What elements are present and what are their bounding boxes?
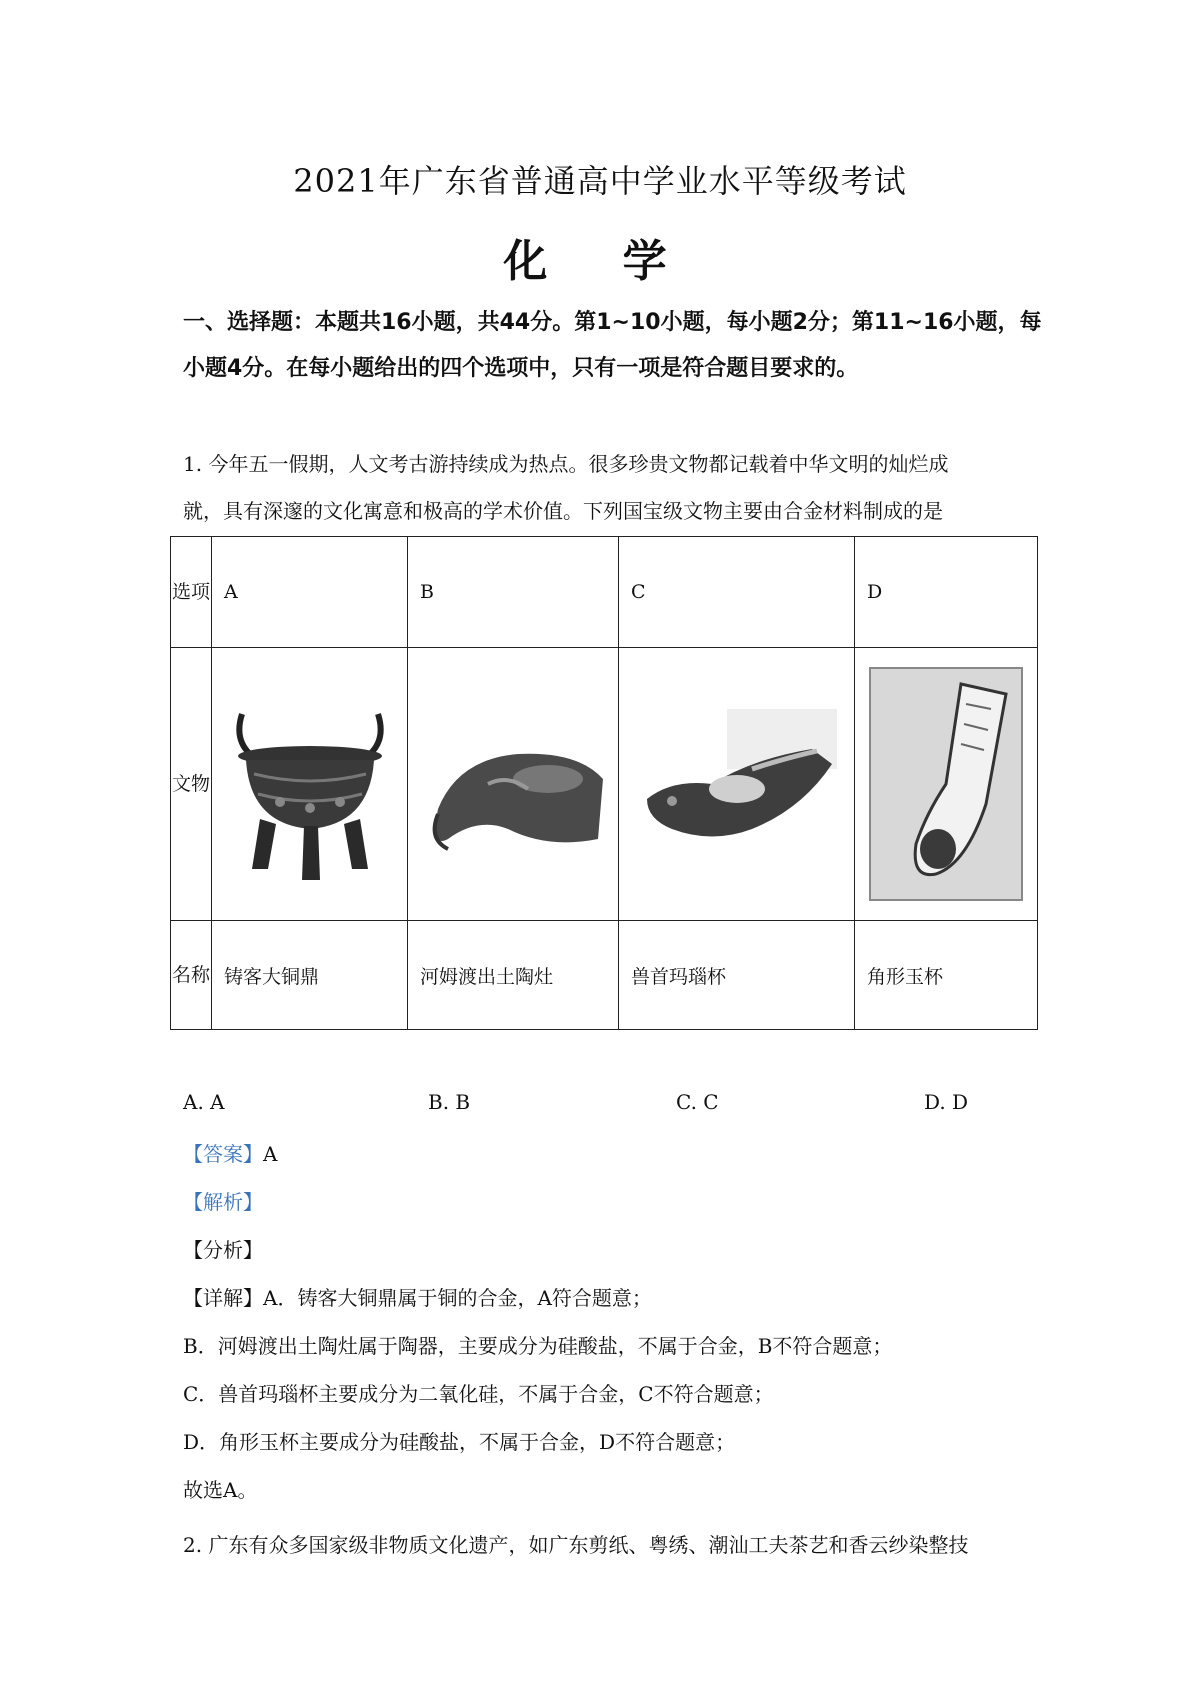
subject-title: 化 学 [503,236,697,287]
table-row-options [171,537,1038,648]
detail-tag: 【详解】 [183,1286,263,1310]
detail-a-text: A．铸客大铜鼎属于铜的合金，A符合题意； [263,1286,652,1310]
fenxi-tag: 【分析】 [183,1238,263,1262]
conclusion-line: 故选A。 [183,1478,258,1502]
choice-d[interactable]: D. D [924,1090,969,1114]
question-2-stem-line1: 2. 广东有众多国家级非物质文化遗产，如广东剪纸、粤绣、潮汕工夫茶艺和香云纱染整技 [183,1533,969,1557]
bronze-ding-drawing [220,684,400,884]
detail-line-c: C．兽首玛瑙杯主要成分为二氧化硅，不属于合金，C不符合题意； [183,1382,774,1406]
choice-b[interactable]: B. B [428,1090,471,1114]
question-1-stem-line1: 1. 今年五一假期，人文考古游持续成为热点。很多珍贵文物都记载着中华文明的灿烂成 [183,452,949,476]
row-label-artifacts: 文物 [171,648,212,921]
section-instructions: 一、选择题：本题共16小题，共44分。第1~10小题，每小题2分；第11~16小题，每小题4分。在每小题给出的四个选项中，只有一项是符合题目要求的。 [183,310,1042,381]
detail-line-b: B．河姆渡出土陶灶属于陶器，主要成分为硅酸盐，不属于合金，B不符合题意； [183,1334,893,1358]
option-d-label: D [855,537,1038,648]
analysis-tag: 【解析】 [183,1190,263,1214]
answer-line [183,1138,1063,1167]
agate-cup-image [619,648,855,921]
detail-line-a [183,1282,1063,1311]
artifact-name-b: 河姆渡出土陶灶 [408,921,619,1030]
table-row-artifacts [171,648,1038,921]
choice-a[interactable]: A. A [183,1090,225,1114]
artifact-name-d: 角形玉杯 [855,921,1038,1030]
pottery-stove-drawing [418,689,608,879]
row-label-names: 名称 [171,921,212,1030]
answer-value: A [263,1142,278,1166]
option-b-label: B [408,537,619,648]
artifact-name-c: 兽首玛瑙杯 [619,921,855,1030]
row-label-options: 选项 [171,537,212,648]
answer-tag: 【答案】 [183,1142,263,1166]
question-1-stem-line2: 就，具有深邃的文化寓意和极高的学术价值。下列国宝级文物主要由合金材料制成的是 [183,499,943,523]
pottery-stove-image [408,648,619,921]
agate-cup-drawing [632,689,842,879]
table-row-names [171,921,1038,1030]
bronze-ding-image [212,648,408,921]
choice-c[interactable]: C. C [676,1090,719,1114]
artifact-name-a: 铸客大铜鼎 [212,921,408,1030]
option-a-label: A [212,537,408,648]
artifact-table [170,536,1038,1030]
jade-horn-cup-drawing [866,664,1026,904]
detail-line-d: D．角形玉杯主要成分为硅酸盐，不属于合金，D不符合题意； [183,1430,736,1454]
exam-title: 2021年广东省普通高中学业水平等级考试 [293,162,907,200]
option-c-label: C [619,537,855,648]
jade-horn-cup-image [855,648,1038,921]
